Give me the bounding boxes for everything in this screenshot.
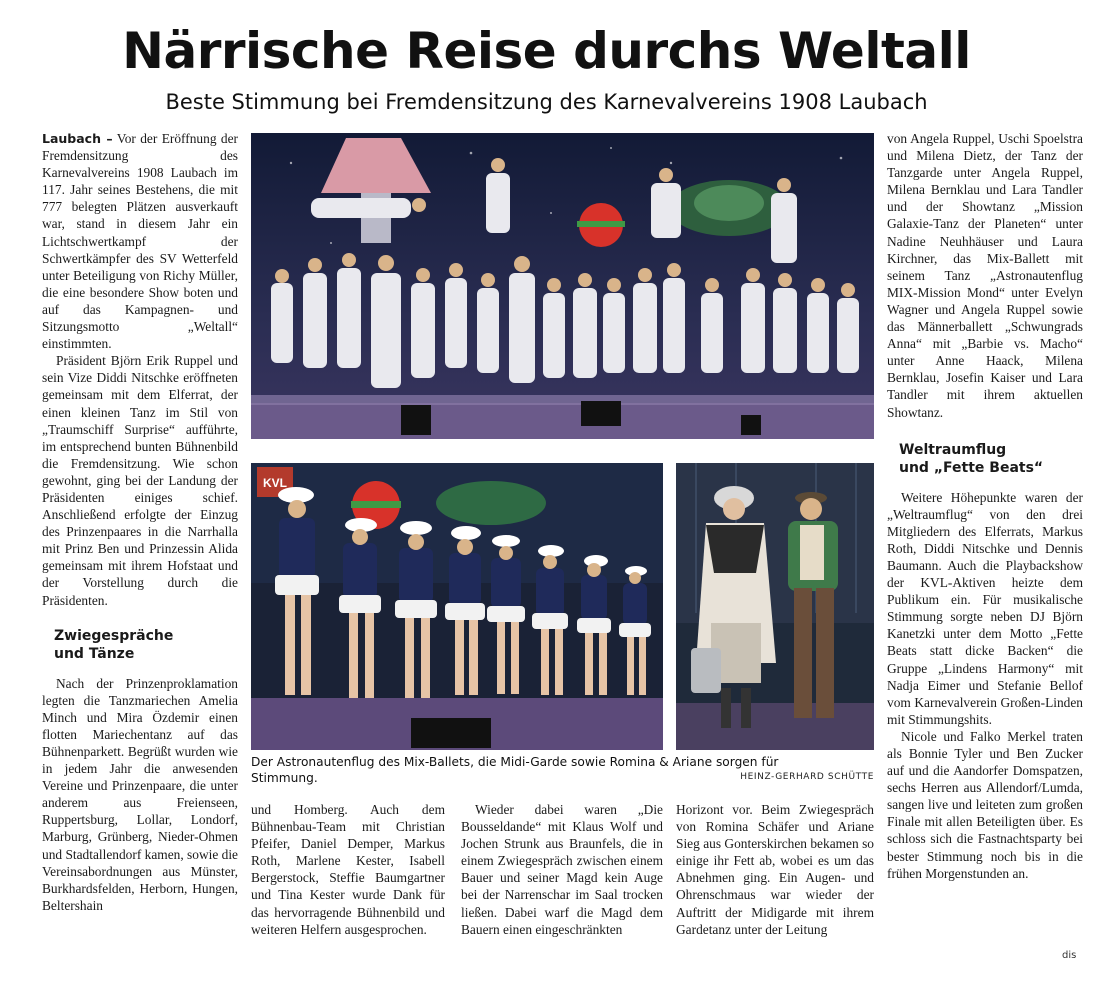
kvl-sign-text: KVL (263, 476, 287, 490)
caption-line: Stimmung. (251, 771, 318, 785)
subheadline: Beste Stimmung bei Fremdensitzung des Karnevalvereins 1908 Laubach (165, 90, 928, 114)
headline: Närrische Reise durchs Weltall (122, 22, 971, 80)
photo-mix-ballett (251, 133, 874, 439)
article-column-5 (887, 130, 1083, 882)
article-column-4 (676, 801, 874, 938)
paragraph: Nicole und Falko Merkel traten als Bonnie Tyler und Ben Zucker auf und die Aandorfer Domspatzen, sechs Herren aus Allendorf/Lumda, sangen live und leiteten zum großen Finale mit allen Beteiligten über. Es schloss sich die Fastnachtsparty bei bester Stimmung noch bis in die frühen Morgenstunden an. (887, 728, 1083, 881)
section-heading-line: und Tänze (54, 645, 135, 662)
author-signature: dis (1062, 950, 1077, 961)
section-heading-line: Weltraumflug (899, 441, 1007, 458)
photo-midi-garde (251, 463, 663, 750)
article-column-3 (461, 801, 663, 938)
photo-mix-ballett-illustration (251, 133, 874, 439)
paragraph: Nach der Prinzenproklamation legten die Tanzmariechen Amelia Minch und Mira Özdemir einen flotten Mariechentanz auf das Bühnenparkett. Begrüßt wurden wie in jedem Jahr die anwesenden Vereine und Prinzenpaare, die unter anderem aus Freienseen, Ruppertsburg, Lollar, Londorf, Marburg, Grünberg, Nieder-Ohmen und Stadtallendorf kamen, sowie die Vereinsabordnungen aus Münster, Burkhardsfelden, Herborn, Hungen, Beltershain (42, 675, 238, 913)
caption-line: Der Astronautenflug des Mix-Ballets, die Midi-Garde sowie Romina & Ariane sorgen für (251, 755, 779, 769)
paragraph (42, 130, 238, 352)
dateline: Laubach – (42, 131, 113, 146)
paragraph: und Homberg. Auch dem Bühnenbau-Team mit Christian Pfeifer, Daniel Demper, Markus Roth, Marlene Kester, Isabell Bergerstock, Steffie Baumgartner und Tina Kester wurde Dank für das hervorragende Bühnenbild und weiteren Helfern ausgesprochen. (251, 802, 445, 937)
paragraph-text: Vor der Eröffnung der Fremdensitzung des Karnevalvereins 1908 Laubach im 117. Jahr seines Bestehens, die mit 777 belegten Plätzen ausverkauft war, stand in diesem Jahr ein Lichtschwertkampf der Schwertkämpfer des SV Wetterfeld unter Beteiligung von Richy Müller, die eine besondere Show boten und auf das Kampagnen- und Sitzungsmotto „Weltall“ einstimmten. (42, 131, 238, 352)
paragraph: von Angela Ruppel, Uschi Spoelstra und Milena Dietz, der Tanz der Tanzgarde unter Angela Ruppel, Milena Bernklau und Lara Tandler und der Showtanz „Mission Galaxie-Tanz der Planeten“ unter Nadine Neuhhäuser und Laura Kirchner, das Mix-Ballett mit seinem Tanz „Astronautenflug MIX-Mission Mond“ unter Evelyn Wagner und Angela Ruppel sowie das Männerballett „Schwungrads Anna“ mit „Barbie vs. Macho“ unter Anne Haack, Milena Bernklau, Josefin Kaiser und Lara Tandler mit ihrem aktuellen Showtanz. (887, 131, 1083, 420)
article-column-2 (251, 801, 445, 938)
section-heading (54, 627, 238, 663)
paragraph: Wieder dabei waren „Die Bousseldande“ mit Klaus Wolf und Jochen Strunk aus Braunfels, die in einem Zwiegespräch zwischen einem Bauer und seiner Magd kein Auge bei der Narrenschar im Saal trocken ließen. Dabei warf die Magd dem Bauern einen eingeschränkten (461, 802, 663, 937)
paragraph: Horizont vor. Beim Zwiegespräch von Romina Schäfer und Ariane Sieg aus Gonterskirchen bekamen so einige ihr Fett ab, wobei es um das Abnehmen ging. Ein Augen- und Ohrenschmaus war wieder der Auftritt der Midigarde mit ihrem Gardetanz unter der Leitung (676, 802, 874, 937)
photo-romina-ariane-illustration (676, 463, 874, 750)
photo-midi-garde-illustration (251, 463, 663, 750)
article-column-1 (42, 130, 238, 914)
section-heading (899, 441, 1083, 477)
paragraph: Weitere Höhepunkte waren der „Weltraumflug“ von den drei Mitgliedern des Elferrats, Markus Roth, Diddi Nitschke und Dennis Baumann. Auch die Playbackshow der KVL-Aktiven heizte dem Publikum ein. Für musikalische Stimmung sorgte neben DJ Björn Kanetzki unter dem Motto „Fette Beats statt dicke Backen“ die Gruppe „Lindens Harmony“ mit Nadja Eimer und Stefanie Bellof vom Karnevalverein Großen-Linden mit Stimmungshits. (887, 489, 1083, 727)
section-heading-line: und „Fette Beats“ (899, 459, 1044, 476)
paragraph: Präsident Björn Erik Ruppel und sein Vize Diddi Nitschke eröffneten gemeinsam mit dem Elferrat, der einen kleinen Tanz im Stil von „Traumschiff Surprise“ aufführte, im entsprechend bunten Bühnenbild die Fremdensitzung. Wie schon gewohnt, ging bei der Landung der Präsidenten einiges schief. Anschließend erfolgte der Einzug des Prinzenpaares in die Narrhalla mit Prinz Ben und Prinzessin Alida gemeinsam mit ihrem Hofstaat und der Vorstellung durch die Präsidenten. (42, 353, 238, 608)
section-heading-line: Zwiegespräche (54, 627, 174, 644)
photo-romina-ariane (676, 463, 874, 750)
photo-credit: HEINZ-GERHARD SCHÜTTE (740, 772, 874, 782)
